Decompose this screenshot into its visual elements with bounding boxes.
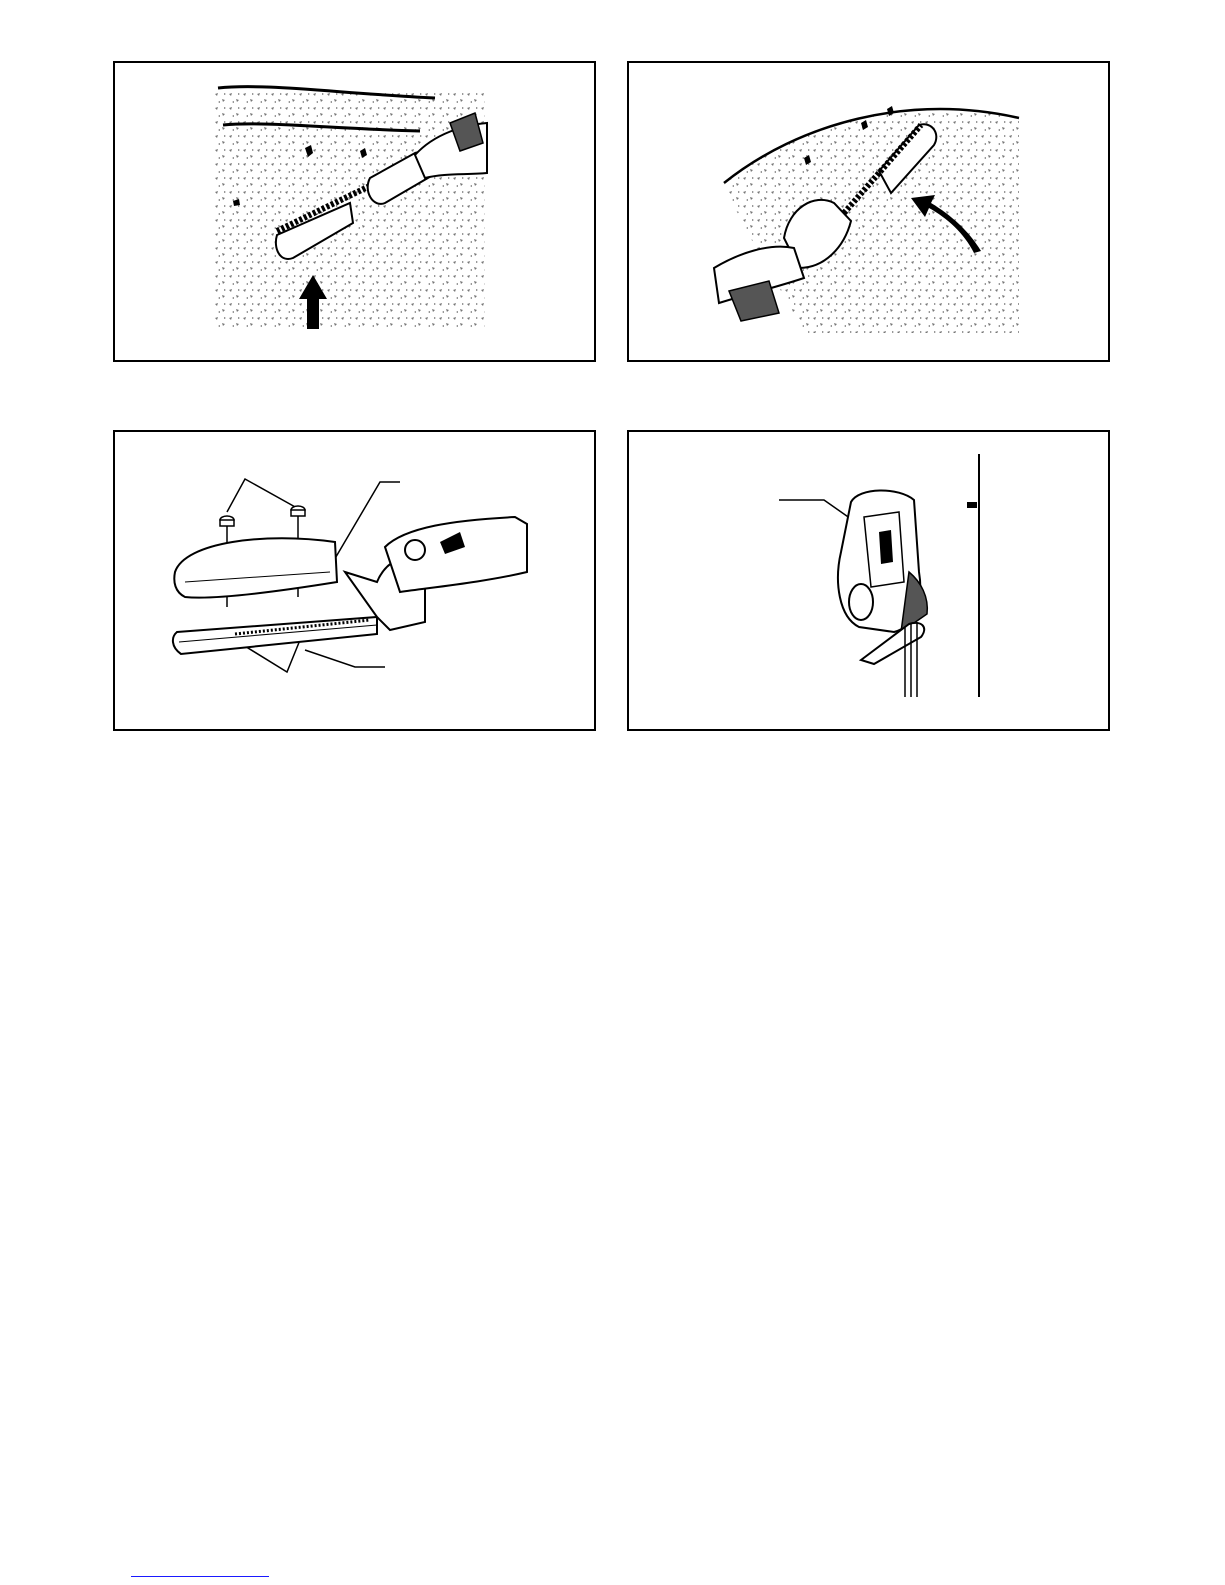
figure-cutting-upward: [113, 61, 596, 362]
figure-cutting-curved-top: [627, 61, 1110, 362]
figure-wall-hanging: [627, 430, 1110, 731]
illustration-blade-cover-screws: [115, 432, 594, 729]
illustration-cutting-upward: [115, 63, 594, 360]
illustration-cutting-curved-top: [629, 63, 1108, 360]
footer-rule: [131, 1576, 269, 1577]
figure-blade-cover-screws: [113, 430, 596, 731]
wall-hook-icon: [967, 502, 977, 508]
illustration-wall-hanging: [629, 432, 1108, 729]
